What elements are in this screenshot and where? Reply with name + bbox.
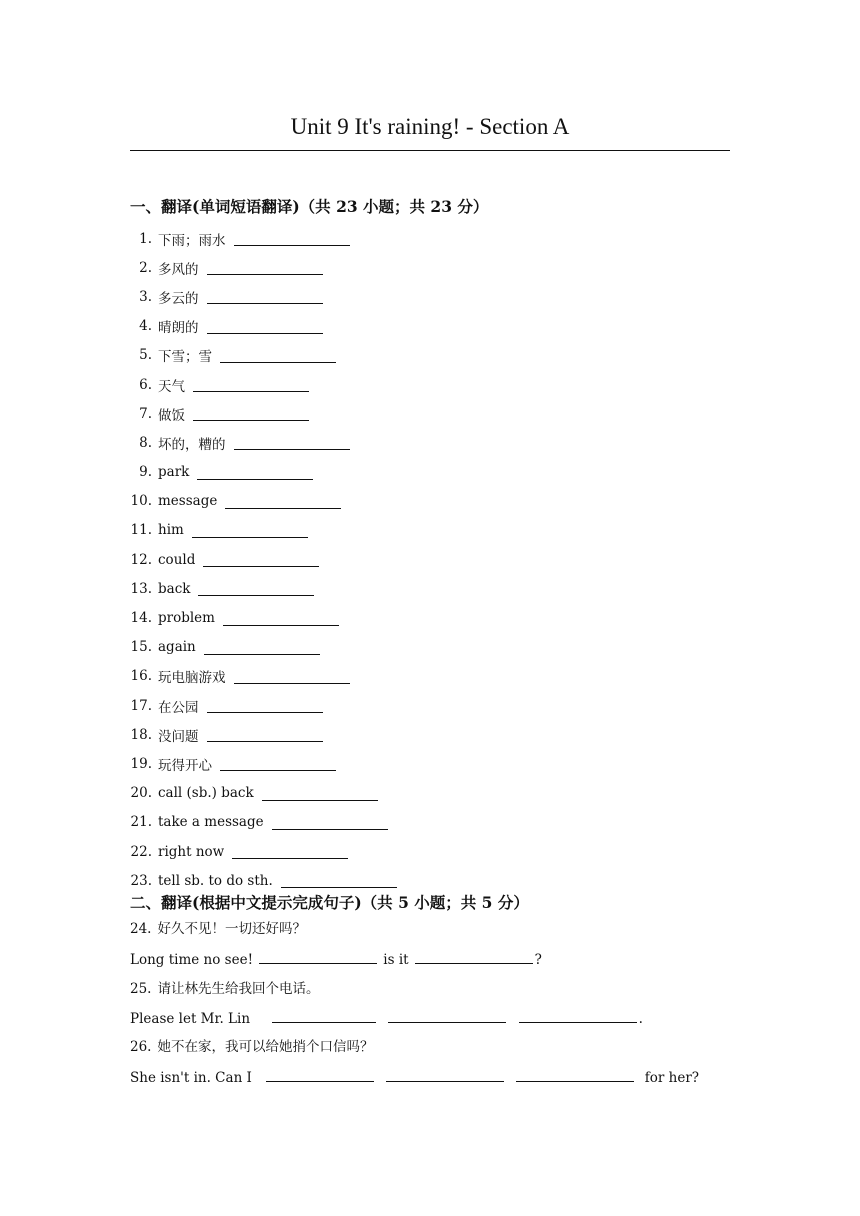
question-text: 她不在家，我可以给她捎个口信吗？ xyxy=(157,1039,374,1055)
sentence-middle: is it xyxy=(383,952,409,968)
item-text: take a message xyxy=(158,814,264,831)
item-text: could xyxy=(158,551,196,568)
answer-blank[interactable] xyxy=(234,669,350,684)
list-item xyxy=(130,662,730,691)
answer-blank[interactable] xyxy=(207,289,323,304)
page-title: Unit 9 It's raining! - Section A xyxy=(290,114,570,139)
answer-blank[interactable] xyxy=(259,949,377,964)
item-number: 20. xyxy=(130,785,152,802)
list-item xyxy=(130,691,730,720)
item-text: right now xyxy=(158,843,225,860)
item-text: 玩电脑游戏 xyxy=(158,670,226,687)
item-text: 做饭 xyxy=(158,407,185,424)
list-item xyxy=(130,253,730,282)
item-number: 2. xyxy=(139,259,152,276)
item-text: again xyxy=(158,639,196,656)
sentence-start: She isn't in. Can I xyxy=(130,1070,252,1086)
item-text: back xyxy=(158,580,191,597)
question-number: 26. xyxy=(130,1039,152,1055)
item-number: 6. xyxy=(139,376,152,393)
item-text: call (sb.) back xyxy=(158,785,254,802)
answer-blank[interactable] xyxy=(223,611,339,626)
item-text: him xyxy=(158,522,184,539)
answer-blank[interactable] xyxy=(193,377,309,392)
answer-blank[interactable] xyxy=(207,727,323,742)
item-text: 多风的 xyxy=(158,261,199,278)
item-text: message xyxy=(158,493,218,510)
answer-blank[interactable] xyxy=(386,1067,504,1082)
sentence-end: ? xyxy=(534,952,542,968)
answer-blank[interactable] xyxy=(272,815,388,830)
answer-sentence xyxy=(130,1008,643,1029)
list-item xyxy=(130,516,730,545)
item-number: 4. xyxy=(139,318,152,335)
answer-blank[interactable] xyxy=(197,465,313,480)
question-prompt xyxy=(130,919,306,939)
item-text: 下雪；雪 xyxy=(158,349,212,366)
answer-sentence xyxy=(130,949,542,970)
question-text: 好久不见！一切还好吗？ xyxy=(157,921,306,937)
list-item xyxy=(130,428,730,457)
list-item xyxy=(130,749,730,778)
answer-blank[interactable] xyxy=(281,873,397,888)
answer-blank[interactable] xyxy=(220,348,336,363)
list-item xyxy=(130,282,730,311)
item-text: 玩得开心 xyxy=(158,757,212,774)
answer-blank[interactable] xyxy=(516,1067,634,1082)
item-number: 16. xyxy=(130,668,152,685)
item-number: 3. xyxy=(139,288,152,305)
answer-blank[interactable] xyxy=(272,1008,376,1023)
answer-blank[interactable] xyxy=(415,949,533,964)
item-number: 1. xyxy=(139,230,152,247)
answer-blank[interactable] xyxy=(232,844,348,859)
item-number: 21. xyxy=(130,814,152,831)
item-number: 14. xyxy=(130,610,152,627)
item-number: 5. xyxy=(139,347,152,364)
question-number: 24. xyxy=(130,921,152,937)
item-number: 10. xyxy=(130,493,152,510)
item-text: 晴朗的 xyxy=(158,320,199,337)
title-divider xyxy=(130,150,730,151)
item-text: park xyxy=(158,464,190,481)
answer-blank[interactable] xyxy=(193,406,309,421)
item-number: 18. xyxy=(130,726,152,743)
item-number: 19. xyxy=(130,755,152,772)
list-item xyxy=(130,399,730,428)
item-number: 17. xyxy=(130,697,152,714)
answer-blank[interactable] xyxy=(204,640,320,655)
item-text: 下雨；雨水 xyxy=(158,232,226,249)
sentence-start: Long time no see! xyxy=(130,952,253,968)
question-number: 25. xyxy=(130,981,152,997)
list-item xyxy=(130,545,730,574)
list-item xyxy=(130,837,730,866)
sentence-end: . xyxy=(638,1011,643,1027)
list-item xyxy=(130,720,730,749)
answer-blank[interactable] xyxy=(198,581,314,596)
list-item xyxy=(130,487,730,516)
list-item xyxy=(130,574,730,603)
answer-blank[interactable] xyxy=(266,1067,374,1082)
answer-blank[interactable] xyxy=(207,260,323,275)
item-number: 15. xyxy=(130,639,152,656)
list-item xyxy=(130,341,730,370)
list-item xyxy=(130,458,730,487)
question-prompt xyxy=(130,979,319,999)
section-1-items xyxy=(130,224,730,895)
answer-sentence xyxy=(130,1067,699,1088)
section-2-heading: 二、翻译(根据中文提示完成句子)（共 5 小题；共 5 分） xyxy=(130,893,529,912)
list-item xyxy=(130,224,730,253)
item-number: 11. xyxy=(130,522,152,539)
item-text: 多云的 xyxy=(158,290,199,307)
answer-blank[interactable] xyxy=(388,1008,506,1023)
answer-blank[interactable] xyxy=(207,319,323,334)
question-prompt xyxy=(130,1037,373,1057)
answer-blank[interactable] xyxy=(519,1008,637,1023)
answer-blank[interactable] xyxy=(225,494,341,509)
item-number: 13. xyxy=(130,580,152,597)
item-text: 天气 xyxy=(158,378,185,395)
item-number: 9. xyxy=(139,464,152,481)
list-item xyxy=(130,370,730,399)
list-item xyxy=(130,603,730,632)
item-text: 没问题 xyxy=(158,728,199,745)
answer-blank[interactable] xyxy=(234,231,350,246)
answer-blank[interactable] xyxy=(192,523,308,538)
item-number: 7. xyxy=(139,405,152,422)
list-item xyxy=(130,633,730,662)
sentence-end: for her? xyxy=(644,1070,700,1086)
item-number: 22. xyxy=(130,843,152,860)
sentence-start: Please let Mr. Lin xyxy=(130,1011,251,1027)
section-1-heading: 一、翻译(单词短语翻译)（共 23 小题；共 23 分） xyxy=(130,197,489,216)
answer-blank[interactable] xyxy=(262,786,378,801)
answer-blank[interactable] xyxy=(220,756,336,771)
answer-blank[interactable] xyxy=(234,435,350,450)
answer-blank[interactable] xyxy=(207,698,323,713)
item-number: 23. xyxy=(130,872,152,889)
list-item xyxy=(130,808,730,837)
item-number: 8. xyxy=(139,434,152,451)
answer-blank[interactable] xyxy=(203,552,319,567)
list-item xyxy=(130,312,730,341)
item-text: problem xyxy=(158,610,215,627)
item-text: tell sb. to do sth. xyxy=(158,872,273,889)
item-number: 12. xyxy=(130,551,152,568)
item-text: 在公园 xyxy=(158,699,199,716)
item-text: 坏的，糟的 xyxy=(158,436,226,453)
question-text: 请让林先生给我回个电话。 xyxy=(157,981,320,997)
list-item xyxy=(130,866,730,895)
list-item xyxy=(130,779,730,808)
